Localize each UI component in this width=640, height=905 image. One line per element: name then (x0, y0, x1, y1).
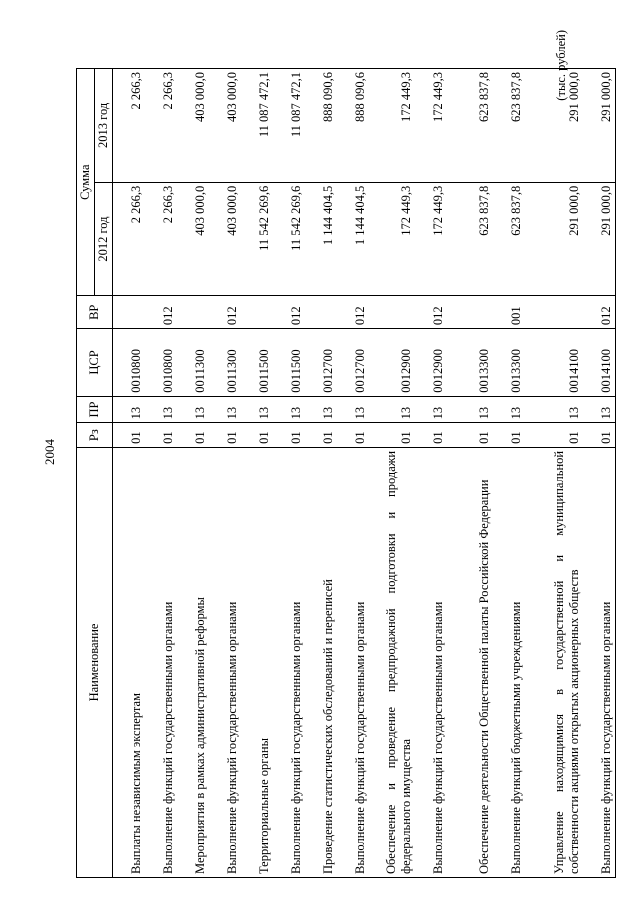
row-csr: 0011300 (177, 329, 209, 397)
row-rz: 01 (209, 423, 241, 448)
table-row (273, 69, 305, 878)
row-sum-2013: 888 090,6 (337, 69, 369, 183)
row-sum-2013: 403 000,0 (177, 69, 209, 183)
row-vr: 012 (583, 296, 616, 329)
table-body (113, 69, 616, 878)
row-sum-2013: 2 266,3 (113, 69, 146, 183)
row-sum-2013: 11 087 472,1 (273, 69, 305, 183)
row-name: Выполнение функций бюджетными учреждениями (493, 447, 525, 877)
row-rz: 01 (447, 423, 493, 448)
row-csr: 0012900 (415, 329, 447, 397)
row-vr: 012 (145, 296, 177, 329)
row-pr: 13 (583, 396, 616, 423)
table-row (337, 69, 369, 878)
row-vr (241, 296, 273, 329)
row-csr: 0010800 (145, 329, 177, 397)
row-csr: 0014100 (525, 329, 583, 397)
row-vr (113, 296, 146, 329)
row-pr: 13 (241, 396, 273, 423)
row-rz: 01 (241, 423, 273, 448)
row-vr: 012 (337, 296, 369, 329)
row-sum-2012: 623 837,8 (493, 182, 525, 296)
row-sum-2012: 623 837,8 (447, 182, 493, 296)
table-row (525, 69, 583, 878)
row-sum-2012: 11 542 269,6 (241, 182, 273, 296)
table-row (305, 69, 337, 878)
row-sum-2012: 291 000,0 (583, 182, 616, 296)
row-rz: 01 (113, 423, 146, 448)
row-pr: 13 (113, 396, 146, 423)
budget-table (76, 68, 616, 878)
row-name: Выполнение функций государственными органами (145, 447, 177, 877)
row-csr: 0010800 (113, 329, 146, 397)
row-pr: 13 (273, 396, 305, 423)
row-csr: 0012700 (305, 329, 337, 397)
row-vr (525, 296, 583, 329)
row-name: Выплаты независимым экспертам (113, 447, 146, 877)
row-name: Выполнение функций государственными органами (415, 447, 447, 877)
row-csr: 0013300 (493, 329, 525, 397)
row-vr: 012 (209, 296, 241, 329)
row-name: Обеспечение и проведение предпродажной подготовки и продажи федерального имущества (369, 447, 415, 877)
row-vr (177, 296, 209, 329)
row-sum-2012: 172 449,3 (415, 182, 447, 296)
table-row (177, 69, 209, 878)
row-rz: 01 (337, 423, 369, 448)
row-sum-2012: 172 449,3 (369, 182, 415, 296)
row-pr: 13 (145, 396, 177, 423)
row-rz: 01 (177, 423, 209, 448)
row-pr: 13 (177, 396, 209, 423)
row-pr: 13 (525, 396, 583, 423)
row-vr (447, 296, 493, 329)
row-sum-2013: 291 000,0 (525, 69, 583, 183)
row-sum-2013: 888 090,6 (305, 69, 337, 183)
row-vr: 012 (273, 296, 305, 329)
table-row (583, 69, 616, 878)
row-vr: 001 (493, 296, 525, 329)
row-sum-2013: 291 000,0 (583, 69, 616, 183)
header-csr: ЦСР (77, 329, 113, 397)
row-sum-2012: 1 144 404,5 (305, 182, 337, 296)
row-sum-2012: 2 266,3 (113, 182, 146, 296)
units-label: (тыс. рублей) (554, 30, 568, 101)
row-sum-2013: 172 449,3 (415, 69, 447, 183)
row-pr: 13 (369, 396, 415, 423)
row-sum-2013: 403 000,0 (209, 69, 241, 183)
table-row (447, 69, 493, 878)
header-rz: Рз (77, 423, 113, 448)
row-rz: 01 (305, 423, 337, 448)
row-name: Управление находящимися в государственной и муниципальной собственности акциями открытых акционерных обществ (525, 447, 583, 877)
header-year-2013: 2013 год (95, 69, 113, 183)
row-csr: 0012700 (337, 329, 369, 397)
table-row (493, 69, 525, 878)
row-vr (305, 296, 337, 329)
table-header (77, 69, 113, 878)
row-pr: 13 (337, 396, 369, 423)
header-year-2012: 2012 год (95, 182, 113, 296)
row-name: Выполнение функций государственными органами (583, 447, 616, 877)
row-name: Выполнение функций государственными органами (273, 447, 305, 877)
row-name: Обеспечение деятельности Общественной палаты Российской Федерации (447, 447, 493, 877)
row-rz: 01 (369, 423, 415, 448)
table-row (415, 69, 447, 878)
table-row (209, 69, 241, 878)
row-sum-2012: 2 266,3 (145, 182, 177, 296)
row-csr: 0011300 (209, 329, 241, 397)
header-vr: ВР (77, 296, 113, 329)
table-row (241, 69, 273, 878)
row-rz: 01 (493, 423, 525, 448)
row-csr: 0014100 (583, 329, 616, 397)
row-rz: 01 (273, 423, 305, 448)
table-row (145, 69, 177, 878)
page-number: 2004 (42, 439, 57, 465)
row-name: Выполнение функций государственными органами (209, 447, 241, 877)
row-rz: 01 (415, 423, 447, 448)
row-sum-2013: 2 266,3 (145, 69, 177, 183)
row-pr: 13 (415, 396, 447, 423)
row-sum-2012: 403 000,0 (209, 182, 241, 296)
row-csr: 0011500 (273, 329, 305, 397)
header-pr: ПР (77, 396, 113, 423)
row-sum-2012: 11 542 269,6 (273, 182, 305, 296)
row-sum-2013: 623 837,8 (447, 69, 493, 183)
row-csr: 0012900 (369, 329, 415, 397)
row-sum-2013: 172 449,3 (369, 69, 415, 183)
row-name: Территориальные органы (241, 447, 273, 877)
header-sum: Сумма (77, 69, 95, 296)
row-rz: 01 (145, 423, 177, 448)
row-pr: 13 (493, 396, 525, 423)
row-name: Выполнение функций государственными органами (337, 447, 369, 877)
row-vr (369, 296, 415, 329)
row-name: Проведение статистических обследований и переписей (305, 447, 337, 877)
row-sum-2013: 623 837,8 (493, 69, 525, 183)
row-csr: 0011500 (241, 329, 273, 397)
row-pr: 13 (209, 396, 241, 423)
row-pr: 13 (305, 396, 337, 423)
row-pr: 13 (447, 396, 493, 423)
row-vr: 012 (415, 296, 447, 329)
header-name: Наименование (77, 447, 113, 877)
row-csr: 0013300 (447, 329, 493, 397)
row-sum-2013: 11 087 472,1 (241, 69, 273, 183)
table-row (113, 69, 146, 878)
row-name: Мероприятия в рамках административной реформы (177, 447, 209, 877)
row-sum-2012: 1 144 404,5 (337, 182, 369, 296)
row-rz: 01 (583, 423, 616, 448)
table-row (369, 69, 415, 878)
row-sum-2012: 291 000,0 (525, 182, 583, 296)
row-sum-2012: 403 000,0 (177, 182, 209, 296)
row-rz: 01 (525, 423, 583, 448)
